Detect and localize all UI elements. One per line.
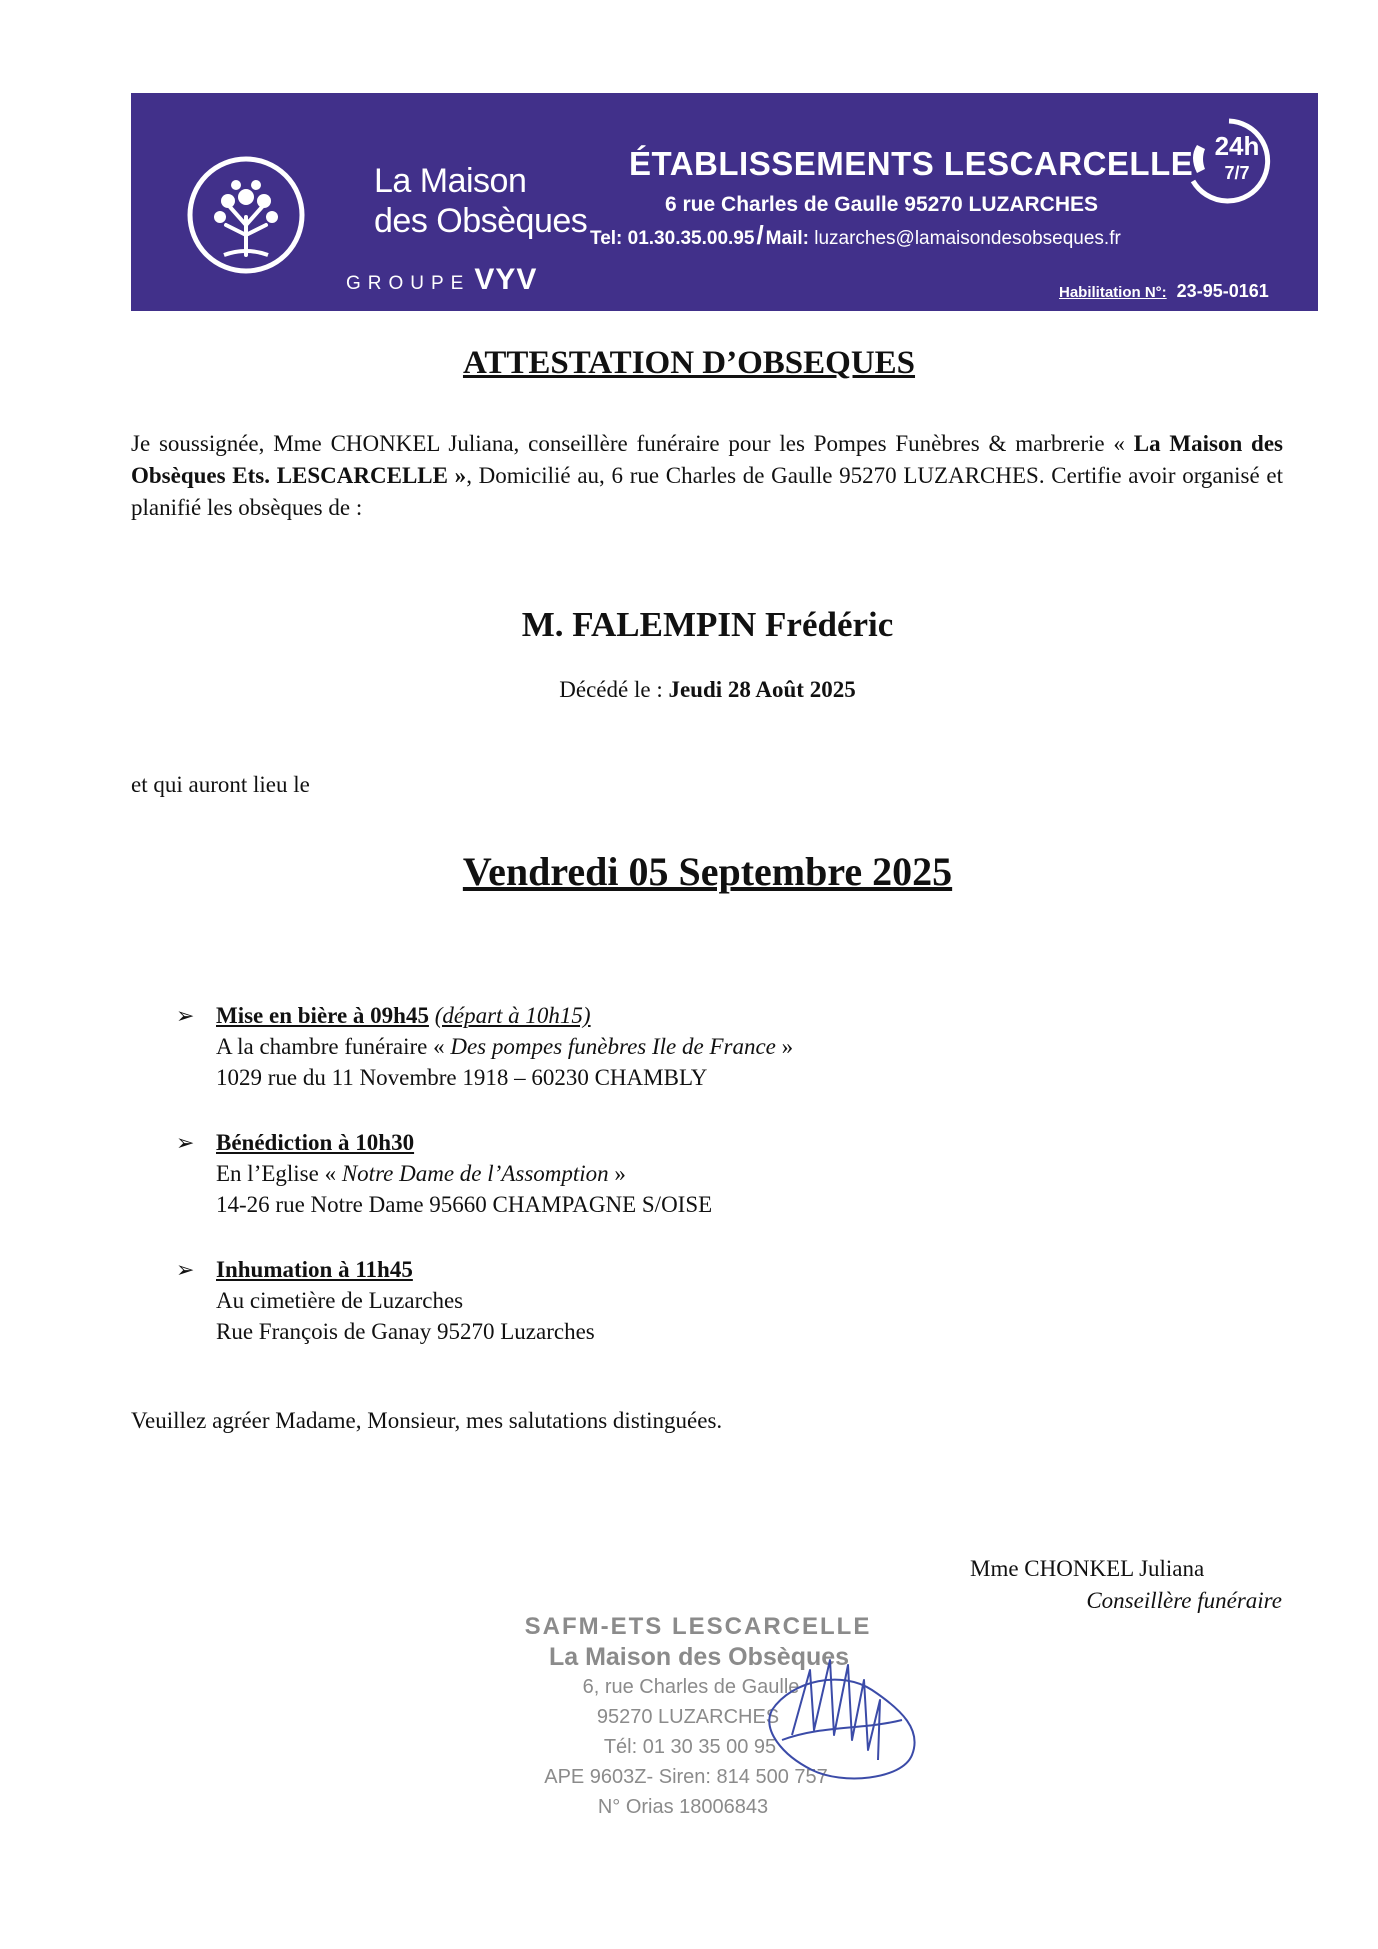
stamp-line-4: 95270 LUZARCHES xyxy=(596,1706,780,1728)
stamp-line-6: APE 9603Z- Siren: 814 500 757 xyxy=(544,1766,828,1788)
event-item xyxy=(176,1254,1176,1347)
groupe-text: GROUPE xyxy=(346,273,471,294)
handwritten-signature xyxy=(752,1640,932,1790)
event-address: 1029 rue du 11 Novembre 1918 – 60230 CHAMBLY xyxy=(216,1065,708,1090)
brand-line-2: des Obsèques xyxy=(374,202,588,240)
separator: / xyxy=(756,220,764,250)
intro-part1: Je soussignée, Mme CHONKEL Juliana, conseillère funéraire pour les Pompes Funèbres & marbrerie « xyxy=(131,431,1134,456)
tree-logo-icon xyxy=(186,155,306,275)
event-place: Au cimetière de Luzarches xyxy=(216,1288,464,1313)
groupe-brand: VYV xyxy=(474,263,538,296)
establishment-address: 6 rue Charles de Gaulle 95270 LUZARCHES xyxy=(665,193,1098,216)
signatory-name: Mme CHONKEL Juliana xyxy=(970,1556,1205,1581)
signatory-role: Conseillère funéraire xyxy=(1086,1588,1282,1613)
event-address: 14-26 rue Notre Dame 95660 CHAMPAGNE S/OISE xyxy=(216,1192,713,1217)
establishment-contact xyxy=(590,220,1121,251)
intro-company: La Maison des Obsèques Ets. LESCARCELLE » xyxy=(131,431,1283,488)
stamp-line-7: N° Orias 18006843 xyxy=(597,1796,769,1818)
event-note: (départ à 10h15) xyxy=(434,1003,591,1028)
event-address: Rue François de Ganay 95270 Luzarches xyxy=(216,1319,595,1344)
deceased-name: M. FALEMPIN Frédéric xyxy=(521,605,894,644)
arrow-bullet-icon: ➢ xyxy=(176,1130,195,1155)
closing-sentence: Veuillez agréer Madame, Monsieur, mes salutations distinguées. xyxy=(131,1408,723,1433)
header-banner xyxy=(131,93,1318,311)
badge-bottom-text: 7/7 xyxy=(1224,163,1250,183)
habilitation-label: Habilitation N°: xyxy=(1059,284,1167,301)
stamp-line-2: La Maison des Obsèques xyxy=(548,1643,850,1671)
intro-part2: , Domicilié au, 6 rue Charles de Gaulle 95270 LUZARCHES. Certifie avoir organisé et planifié les obsèques de : xyxy=(131,463,1283,520)
death-label: Décédé le : xyxy=(559,677,669,702)
events-list xyxy=(176,1000,1176,1381)
death-line xyxy=(0,677,1378,703)
stamp-line-3: 6, rue Charles de Gaulle xyxy=(582,1676,800,1698)
death-date: Jeudi 28 Août 2025 xyxy=(668,677,856,702)
document-title: ATTESTATION D’OBSEQUES xyxy=(462,345,916,381)
badge-top-text: 24h xyxy=(1214,131,1260,161)
mail-label: Mail: xyxy=(765,228,809,249)
habilitation xyxy=(1059,281,1269,302)
stamp-line-5: Tél: 01 30 35 00 95 xyxy=(603,1736,777,1758)
event-place: En l’Eglise « Notre Dame de l’Assomption » xyxy=(216,1161,626,1186)
intro-paragraph xyxy=(131,428,1283,524)
event-title: Inhumation à 11h45 xyxy=(216,1257,413,1282)
phone-24h-badge-icon xyxy=(1183,115,1275,207)
event-title: Bénédiction à 10h30 xyxy=(216,1130,415,1155)
establishment-name: ÉTABLISSEMENTS LESCARCELLE xyxy=(629,145,1194,182)
event-place: A la chambre funéraire « Des pompes funèbres Ile de France » xyxy=(216,1034,794,1059)
event-title: Mise en bière à 09h45 xyxy=(216,1003,429,1028)
event-item xyxy=(176,1000,1176,1093)
lieu-text: et qui auront lieu le xyxy=(131,772,310,797)
phone-number: Tel: 01.30.35.00.95 xyxy=(590,228,755,249)
brand-line-1: La Maison xyxy=(374,162,527,200)
habilitation-value: 23-95-0161 xyxy=(1176,281,1269,301)
arrow-bullet-icon: ➢ xyxy=(176,1257,195,1282)
arrow-bullet-icon: ➢ xyxy=(176,1003,195,1028)
groupe-label xyxy=(346,263,537,297)
mail-address: luzarches@lamaisondesobseques.fr xyxy=(814,228,1121,249)
ceremony-date: Vendredi 05 Septembre 2025 xyxy=(462,849,953,894)
stamp-line-1: SAFM-ETS LESCARCELLE xyxy=(524,1613,872,1640)
event-item xyxy=(176,1127,1176,1220)
